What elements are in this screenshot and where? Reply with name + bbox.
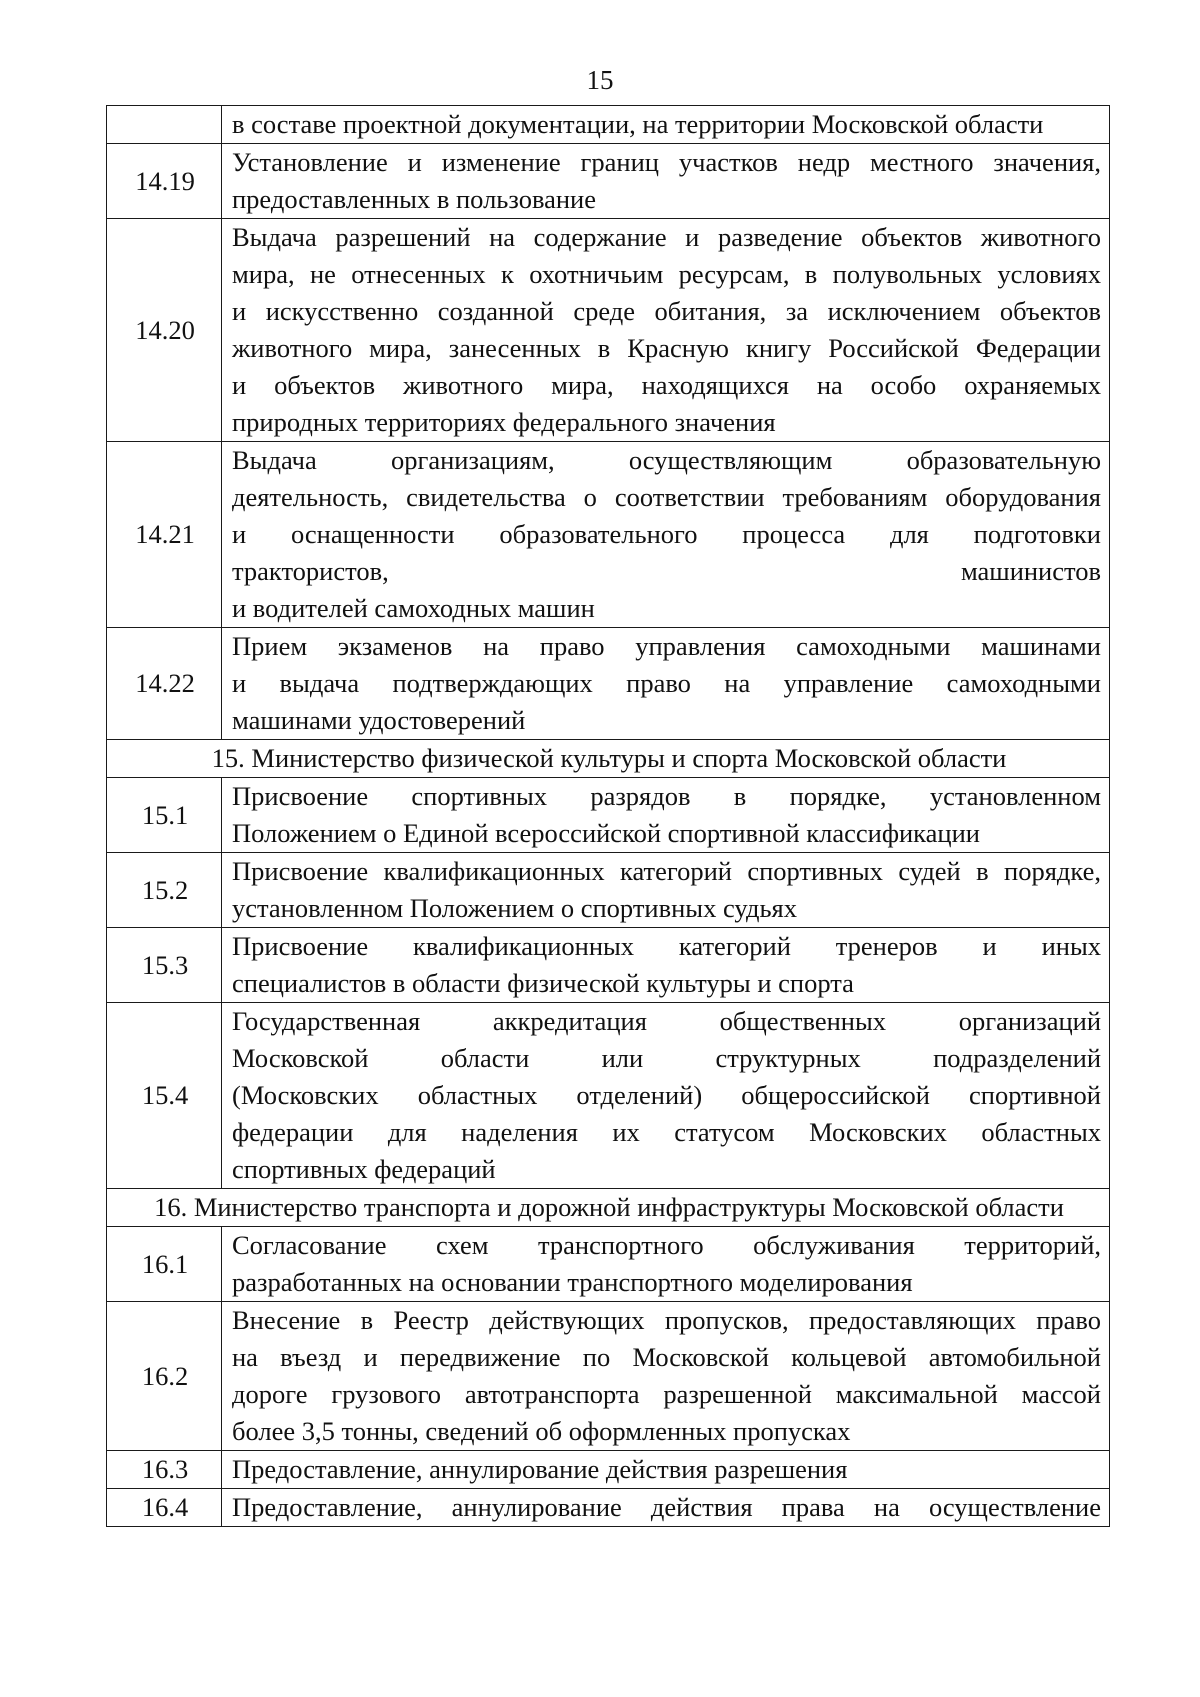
description-line: машинами удостоверений — [232, 705, 526, 735]
item-description — [222, 1489, 1110, 1527]
item-number: 15.4 — [107, 1003, 222, 1189]
description-line: спортивных федераций — [232, 1154, 496, 1184]
description-line: Согласование схем транспортного обслуживания территорий, — [232, 1230, 1101, 1260]
description-line: Внесение в Реестр действующих пропусков, предоставляющих право — [232, 1305, 1101, 1335]
item-number: 15.1 — [107, 778, 222, 853]
description-line: федерации для наделения их статусом Московских областных — [232, 1117, 1101, 1147]
description-line: Прием экзаменов на право управления самоходными машинами — [232, 631, 1101, 661]
item-number: 16.1 — [107, 1227, 222, 1302]
description-line: разработанных на основании транспортного моделирования — [232, 1267, 913, 1297]
item-number: 16.4 — [107, 1489, 222, 1527]
table-row — [107, 628, 1110, 740]
table-row — [107, 1003, 1110, 1189]
table-row — [107, 778, 1110, 853]
description-line: дороге грузового автотранспорта разрешенной максимальной массой — [232, 1379, 1101, 1409]
description-line: и искусственно созданной среде обитания, за исключением объектов — [232, 296, 1101, 326]
item-description — [222, 1227, 1110, 1302]
table-row — [107, 928, 1110, 1003]
item-description — [222, 628, 1110, 740]
item-description — [222, 219, 1110, 442]
item-description — [222, 144, 1110, 219]
description-line: специалистов в области физической культуры и спорта — [232, 968, 854, 998]
item-number: 14.22 — [107, 628, 222, 740]
item-number: 14.20 — [107, 219, 222, 442]
item-description — [222, 928, 1110, 1003]
description-line: более 3,5 тонны, сведений об оформленных пропусках — [232, 1416, 851, 1446]
description-line: в составе проектной документации, на территории Московской области — [232, 109, 1044, 139]
description-line: природных территориях федерального значения — [232, 407, 776, 437]
description-line: и оснащенности образовательного процесса для подготовки — [232, 519, 1101, 549]
item-description — [222, 1302, 1110, 1451]
description-line: и водителей самоходных машин — [232, 593, 595, 623]
table-row — [107, 144, 1110, 219]
item-description — [222, 1003, 1110, 1189]
table-row — [107, 1227, 1110, 1302]
description-line: (Московских областных отделений) общероссийской спортивной — [232, 1080, 1101, 1110]
table-row — [107, 219, 1110, 442]
description-line: предоставленных в пользование — [232, 184, 596, 214]
table-row — [107, 1302, 1110, 1451]
description-line: и выдача подтверждающих право на управление самоходными — [232, 668, 1101, 698]
item-number: 16.2 — [107, 1302, 222, 1451]
description-line: и объектов животного мира, находящихся на особо охраняемых — [232, 370, 1101, 400]
description-line: на въезд и передвижение по Московской кольцевой автомобильной — [232, 1342, 1101, 1372]
description-line: Московской области или структурных подразделений — [232, 1043, 1101, 1073]
item-number: 16.3 — [107, 1451, 222, 1489]
table-body — [107, 106, 1110, 1527]
description-line: Присвоение спортивных разрядов в порядке, установленном — [232, 781, 1101, 811]
table-row — [107, 1451, 1110, 1489]
description-line: животного мира, занесенных в Красную книгу Российской Федерации — [232, 333, 1101, 363]
section-title: 15. Министерство физической культуры и спорта Московской области — [107, 740, 1110, 778]
item-number: 14.19 — [107, 144, 222, 219]
description-line: Выдача организациям, осуществляющим образовательную — [232, 445, 1101, 475]
item-description — [222, 853, 1110, 928]
description-line: Положением о Единой всероссийской спортивной классификации — [232, 818, 980, 848]
table-row — [107, 853, 1110, 928]
section-header-row — [107, 740, 1110, 778]
item-number: 15.2 — [107, 853, 222, 928]
description-line: трактористов, машинистов — [232, 556, 1101, 586]
table-row — [107, 1489, 1110, 1527]
description-line: Государственная аккредитация общественных организаций — [232, 1006, 1101, 1036]
services-table — [106, 105, 1110, 1527]
description-line: деятельность, свидетельства о соответствии требованиям оборудования — [232, 482, 1101, 512]
description-line: Установление и изменение границ участков недр местного значения, — [232, 147, 1101, 177]
description-line: Присвоение квалификационных категорий спортивных судей в порядке, — [232, 856, 1101, 886]
item-description — [222, 778, 1110, 853]
description-line: Предоставление, аннулирование действия права на осуществление — [232, 1492, 1101, 1522]
section-title: 16. Министерство транспорта и дорожной инфраструктуры Московской области — [107, 1189, 1110, 1227]
item-number: 14.21 — [107, 442, 222, 628]
description-line: Предоставление, аннулирование действия разрешения — [232, 1454, 848, 1484]
item-description — [222, 106, 1110, 144]
description-line: Присвоение квалификационных категорий тренеров и иных — [232, 931, 1101, 961]
item-number: 15.3 — [107, 928, 222, 1003]
description-line: Выдача разрешений на содержание и разведение объектов животного — [232, 222, 1101, 252]
description-line: мира, не отнесенных к охотничьим ресурсам, в полувольных условиях — [232, 259, 1101, 289]
item-number — [107, 106, 222, 144]
table-row — [107, 106, 1110, 144]
description-line: установленном Положением о спортивных судьях — [232, 893, 797, 923]
item-description — [222, 1451, 1110, 1489]
table-row — [107, 442, 1110, 628]
item-description — [222, 442, 1110, 628]
page-number: 15 — [586, 65, 614, 95]
section-header-row — [107, 1189, 1110, 1227]
